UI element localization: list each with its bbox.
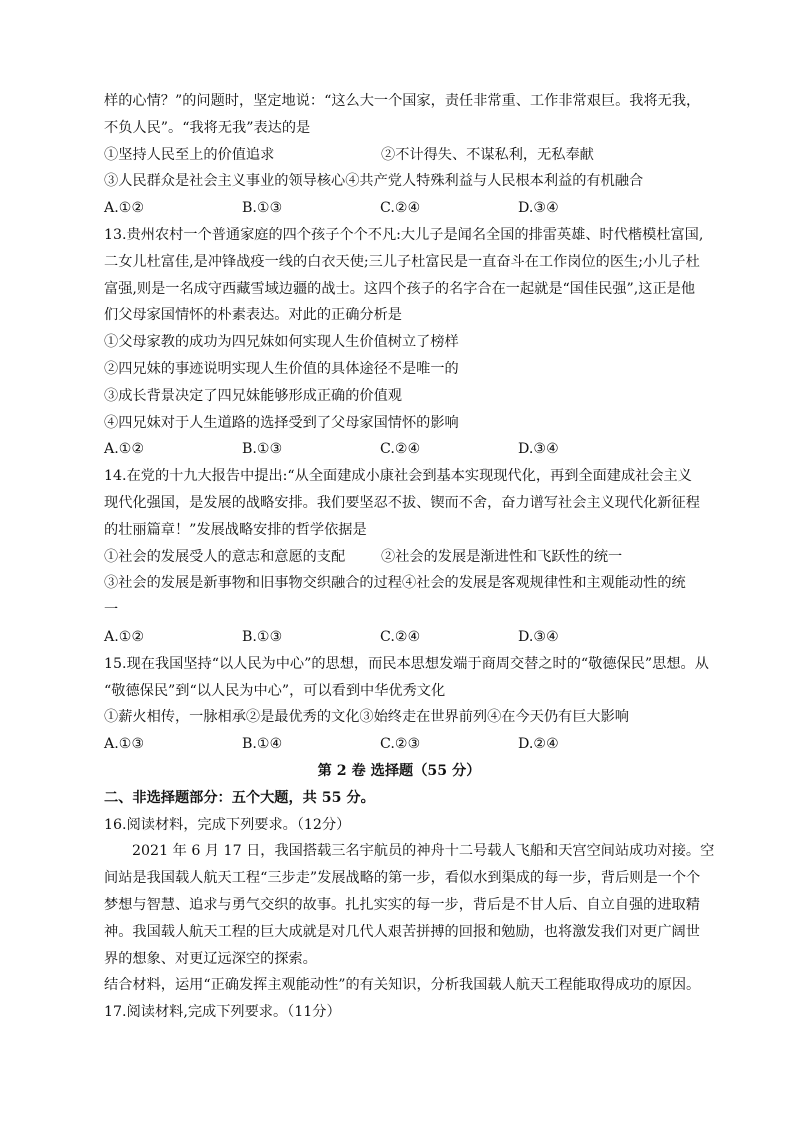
q13-line-1: 13.贵州农村一个普通家庭的四个孩子个个不凡:大儿子是闻名全国的排雷英雄、时代楷模杜富国, bbox=[104, 226, 704, 243]
q17-title: 17.阅读材料,完成下列要求。（11分） bbox=[104, 1004, 341, 1021]
q13-option-b: B.①③ bbox=[242, 441, 283, 458]
q12-statement-1: ①坚持人民至上的价值追求 bbox=[104, 146, 275, 163]
q14-statement-1: ①社会的发展受人的意志和意愿的支配 bbox=[104, 548, 346, 565]
q13-line-4: 们父母家国情怀的朴素表达。对此的正确分析是 bbox=[104, 307, 402, 324]
q12-line-1: 样的心情？”的问题时，坚定地说：“这么大一个国家，责任非常重、工作非常艰巨。我将无我， bbox=[104, 93, 701, 109]
q13-statement-3: ③成长背景决定了四兄妹能够形成正确的价值观 bbox=[104, 387, 402, 404]
q12-statements-row-2: ③人民群众是社会主义事业的领导核心④共产党人特殊利益与人民根本利益的有机融合 bbox=[104, 173, 644, 190]
q15-option-c: C.②③ bbox=[380, 736, 421, 753]
q13-statement-4: ④四兄妹对于人生道路的选择受到了父母家国情怀的影响 bbox=[104, 414, 459, 431]
q14-line-2: 现代化强国，是发展的战略安排。我们要坚忍不拔、锲而不舍，奋力谱写社会主义现代化新征程 bbox=[104, 494, 700, 511]
q13-option-c: C.②④ bbox=[380, 441, 421, 458]
q14-statement-2: ②社会的发展是渐进性和飞跃性的统一 bbox=[381, 548, 623, 565]
q16-task: 结合材料，运用“正确发挥主观能动性”的有关知识，分析我国载人航天工程能取得成功的原因。 bbox=[104, 977, 701, 994]
q13-line-3: 富强,则是一名成守西藏雪域边疆的战士。这四个孩子的名字合在一起就是“国佳民强”,这正是他 bbox=[104, 280, 696, 297]
q13-answer-options bbox=[104, 436, 694, 463]
q16-para-line-1: 2021 年 6 月 17 日，我国搭载三名宇航员的神舟十二号载人飞船和天宫空间站成功对接。空 bbox=[132, 843, 715, 860]
q15-option-d: D.②④ bbox=[518, 736, 559, 753]
q15-line-1: 15.现在我国坚持“以人民为中心”的思想，而民本思想发端于商周交替之时的“敬德保民”思想。从 bbox=[104, 655, 709, 672]
q14-answer-options bbox=[104, 624, 694, 651]
q12-line-2: 不负人民”。“我将无我”表达的是 bbox=[104, 119, 311, 136]
q15-option-a: A.①③ bbox=[104, 736, 145, 753]
q15-line-2: “敬德保民”到“以人民为中心”，可以看到中华优秀文化 bbox=[104, 682, 446, 699]
section-heading: 二、非选择题部分：五个大题，共 55 分。 bbox=[104, 789, 375, 806]
q15-statements: ①薪火相传，一脉相承②是最优秀的文化③始终走在世界前列④在今天仍有巨大影响 bbox=[104, 709, 629, 726]
q16-para-line-2: 间站是我国载人航天工程“三步走”发展战略的第一步，看似水到渠成的每一步，背后则是一个个 bbox=[104, 870, 701, 887]
q14-option-d: D.③④ bbox=[518, 628, 559, 645]
exam-page bbox=[104, 88, 715, 1026]
q12-statement-2: ②不计得失、不谋私利，无私奉献 bbox=[381, 146, 594, 163]
q12-option-b: B.①③ bbox=[242, 200, 283, 217]
q12-option-a: A.①② bbox=[104, 200, 145, 217]
q13-option-a: A.①② bbox=[104, 441, 145, 458]
q15-option-b: B.①④ bbox=[242, 736, 283, 753]
q14-line-3: 的壮丽篇章！”发展战略安排的哲学依据是 bbox=[104, 521, 367, 538]
q16-para-line-4: 神。我国载人航天工程的巨大成就是对几代人艰苦拼搏的回报和勉励，也将激发我们对更广阔世 bbox=[104, 923, 700, 940]
q14-line-1: 14.在党的十九大报告中提出:“从全面建成小康社会到基本实现现代化，再到全面建成社会主义 bbox=[104, 468, 692, 485]
q12-option-d: D.③④ bbox=[518, 200, 559, 217]
q16-title: 16.阅读材料，完成下列要求。（12分） bbox=[104, 816, 351, 833]
section-title: 第 2 卷 选择题（55 分） bbox=[317, 762, 481, 779]
q14-option-c: C.②④ bbox=[380, 628, 421, 645]
q13-line-2: 二女儿杜富佳,是冲锋战疫一线的白衣天使;三儿子杜富民是一直奋斗在工作岗位的医生;小儿子杜 bbox=[104, 253, 700, 270]
q14-option-a: A.①② bbox=[104, 628, 145, 645]
q15-answer-options bbox=[104, 731, 694, 758]
q13-option-d: D.③④ bbox=[518, 441, 559, 458]
q12-answer-options bbox=[104, 195, 694, 222]
q12-statements-row-1 bbox=[104, 142, 694, 169]
q16-para-line-3: 梦想与智慧、追求与勇气交织的故事。扎扎实实的每一步，背后是不甘人后、自立自强的进取精 bbox=[104, 896, 700, 913]
q13-statement-1: ①父母家教的成功为四兄妹如何实现人生价值树立了榜样 bbox=[104, 334, 459, 351]
q13-statement-2: ②四兄妹的事迹说明实现人生价值的具体途径不是唯一的 bbox=[104, 360, 459, 377]
q12-option-c: C.②④ bbox=[380, 200, 421, 217]
q14-statements-row-2-cont: 一 bbox=[104, 602, 119, 619]
q14-option-b: B.①③ bbox=[242, 628, 283, 645]
q16-para-line-5: 界的想象、对更辽远深空的探索。 bbox=[104, 950, 317, 967]
q14-statements-row-2: ③社会的发展是新事物和旧事物交织融合的过程④社会的发展是客观规律性和主观能动性的统 bbox=[104, 575, 686, 592]
q14-statements-row-1 bbox=[104, 544, 694, 571]
